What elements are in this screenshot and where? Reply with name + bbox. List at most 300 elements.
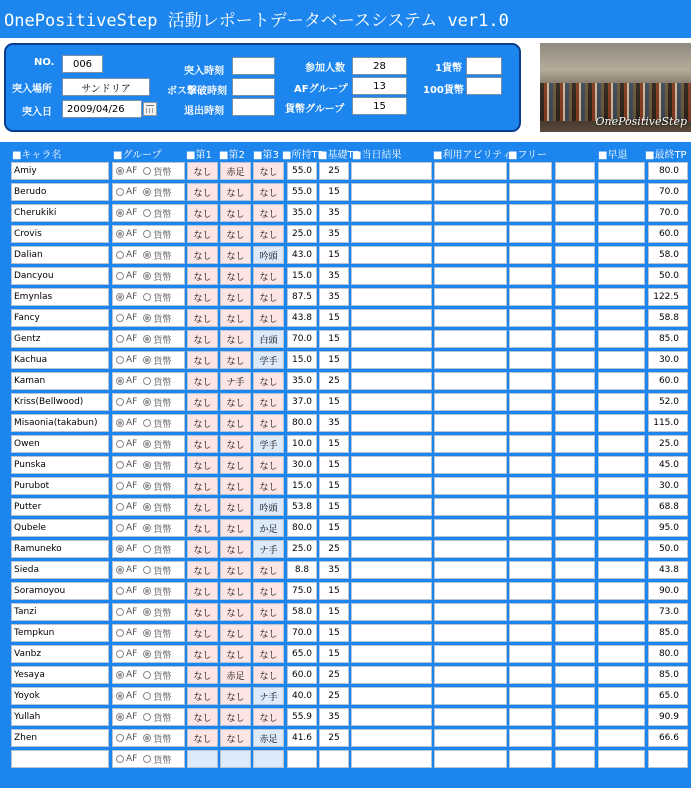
- job1-select[interactable]: なし: [187, 498, 218, 516]
- job3-select[interactable]: なし: [253, 666, 284, 684]
- character-name-field[interactable]: Cherukiki: [11, 204, 109, 222]
- job2-select[interactable]: なし: [220, 729, 251, 747]
- job2-select[interactable]: なし: [220, 435, 251, 453]
- tp-held-field[interactable]: 43.8: [287, 309, 317, 327]
- early-leave-field[interactable]: [598, 708, 645, 726]
- extra-field[interactable]: [555, 645, 595, 663]
- final-tp-field[interactable]: 68.8: [648, 498, 688, 516]
- final-tp-field[interactable]: 60.0: [648, 225, 688, 243]
- extra-field[interactable]: [555, 435, 595, 453]
- af-radio[interactable]: [116, 251, 124, 259]
- coin-radio[interactable]: [143, 566, 151, 574]
- final-tp-field[interactable]: 50.0: [648, 267, 688, 285]
- tp-base-field[interactable]: [319, 750, 349, 768]
- result-field[interactable]: [351, 561, 432, 579]
- final-tp-field[interactable]: 95.0: [648, 519, 688, 537]
- job2-select[interactable]: なし: [220, 708, 251, 726]
- af-radio[interactable]: [116, 461, 124, 469]
- job3-select[interactable]: 学手: [253, 435, 284, 453]
- character-name-field[interactable]: Dalian: [11, 246, 109, 264]
- early-leave-field[interactable]: [598, 414, 645, 432]
- tp-held-field[interactable]: 30.0: [287, 456, 317, 474]
- free-field[interactable]: [509, 582, 552, 600]
- early-leave-field[interactable]: [598, 162, 645, 180]
- ability-field[interactable]: [434, 708, 507, 726]
- result-field[interactable]: [351, 477, 432, 495]
- early-leave-field[interactable]: [598, 351, 645, 369]
- result-field[interactable]: [351, 435, 432, 453]
- free-field[interactable]: [509, 372, 552, 390]
- coin-radio[interactable]: [143, 398, 151, 406]
- exit-time-field[interactable]: [232, 98, 275, 116]
- job3-select[interactable]: [253, 750, 284, 768]
- final-tp-field[interactable]: 80.0: [648, 162, 688, 180]
- free-field[interactable]: [509, 708, 552, 726]
- job1-select[interactable]: なし: [187, 330, 218, 348]
- af-group-field[interactable]: 13: [352, 77, 407, 95]
- character-name-field[interactable]: Qubele: [11, 519, 109, 537]
- free-field[interactable]: [509, 498, 552, 516]
- character-name-field[interactable]: Zhen: [11, 729, 109, 747]
- result-field[interactable]: [351, 498, 432, 516]
- job1-select[interactable]: なし: [187, 645, 218, 663]
- extra-field[interactable]: [555, 393, 595, 411]
- coin-group-field[interactable]: 15: [352, 97, 407, 115]
- job3-select[interactable]: 赤足: [253, 729, 284, 747]
- coin-radio[interactable]: [143, 692, 151, 700]
- coin-radio[interactable]: [143, 629, 151, 637]
- free-field[interactable]: [509, 645, 552, 663]
- coin-radio[interactable]: [143, 188, 151, 196]
- af-radio[interactable]: [116, 419, 124, 427]
- character-name-field[interactable]: Fancy: [11, 309, 109, 327]
- final-tp-field[interactable]: 90.0: [648, 582, 688, 600]
- job1-select[interactable]: なし: [187, 729, 218, 747]
- result-field[interactable]: [351, 246, 432, 264]
- coin-radio[interactable]: [143, 545, 151, 553]
- character-name-field[interactable]: Kriss(Bellwood): [11, 393, 109, 411]
- character-name-field[interactable]: Berudo: [11, 183, 109, 201]
- job2-select[interactable]: なし: [220, 456, 251, 474]
- free-field[interactable]: [509, 456, 552, 474]
- result-field[interactable]: [351, 372, 432, 390]
- job1-select[interactable]: なし: [187, 351, 218, 369]
- af-radio[interactable]: [116, 335, 124, 343]
- coin-radio[interactable]: [143, 356, 151, 364]
- tp-base-field[interactable]: 35: [319, 708, 349, 726]
- job3-select[interactable]: なし: [253, 309, 284, 327]
- free-field[interactable]: [509, 393, 552, 411]
- tp-base-field[interactable]: 15: [319, 456, 349, 474]
- job1-select[interactable]: なし: [187, 246, 218, 264]
- calendar-icon[interactable]: [143, 102, 157, 116]
- job2-select[interactable]: なし: [220, 204, 251, 222]
- job2-select[interactable]: なし: [220, 624, 251, 642]
- job1-select[interactable]: なし: [187, 225, 218, 243]
- job2-select[interactable]: なし: [220, 246, 251, 264]
- result-field[interactable]: [351, 267, 432, 285]
- job3-select[interactable]: なし: [253, 708, 284, 726]
- coin-radio[interactable]: [143, 377, 151, 385]
- early-leave-field[interactable]: [598, 498, 645, 516]
- character-name-field[interactable]: Punska: [11, 456, 109, 474]
- ability-field[interactable]: [434, 393, 507, 411]
- free-field[interactable]: [509, 246, 552, 264]
- free-field[interactable]: [509, 750, 552, 768]
- job1-select[interactable]: なし: [187, 582, 218, 600]
- job3-select[interactable]: なし: [253, 477, 284, 495]
- result-field[interactable]: [351, 750, 432, 768]
- free-field[interactable]: [509, 414, 552, 432]
- free-field[interactable]: [509, 330, 552, 348]
- af-radio[interactable]: [116, 482, 124, 490]
- early-leave-field[interactable]: [598, 540, 645, 558]
- character-name-field[interactable]: Ramuneko: [11, 540, 109, 558]
- early-leave-field[interactable]: [598, 372, 645, 390]
- tp-held-field[interactable]: 40.0: [287, 687, 317, 705]
- early-leave-field[interactable]: [598, 456, 645, 474]
- job3-select[interactable]: なし: [253, 162, 284, 180]
- job1-select[interactable]: なし: [187, 183, 218, 201]
- tp-base-field[interactable]: 35: [319, 561, 349, 579]
- tp-held-field[interactable]: 55.0: [287, 183, 317, 201]
- character-name-field[interactable]: Tempkun: [11, 624, 109, 642]
- job2-select[interactable]: 赤足: [220, 666, 251, 684]
- job1-select[interactable]: なし: [187, 204, 218, 222]
- coin-radio[interactable]: [143, 608, 151, 616]
- ability-field[interactable]: [434, 435, 507, 453]
- tp-base-field[interactable]: 35: [319, 414, 349, 432]
- job3-select[interactable]: なし: [253, 267, 284, 285]
- coin-radio[interactable]: [143, 335, 151, 343]
- tp-base-field[interactable]: 25: [319, 729, 349, 747]
- af-radio[interactable]: [116, 545, 124, 553]
- job1-select[interactable]: なし: [187, 435, 218, 453]
- character-name-field[interactable]: Amiy: [11, 162, 109, 180]
- early-leave-field[interactable]: [598, 561, 645, 579]
- tp-base-field[interactable]: 15: [319, 645, 349, 663]
- final-tp-field[interactable]: 52.0: [648, 393, 688, 411]
- job2-select[interactable]: 赤足: [220, 162, 251, 180]
- extra-field[interactable]: [555, 561, 595, 579]
- tp-base-field[interactable]: 15: [319, 624, 349, 642]
- character-name-field[interactable]: Crovis: [11, 225, 109, 243]
- free-field[interactable]: [509, 687, 552, 705]
- early-leave-field[interactable]: [598, 225, 645, 243]
- final-tp-field[interactable]: 85.0: [648, 666, 688, 684]
- job2-select[interactable]: なし: [220, 645, 251, 663]
- character-name-field[interactable]: Gentz: [11, 330, 109, 348]
- job3-select[interactable]: なし: [253, 393, 284, 411]
- result-field[interactable]: [351, 225, 432, 243]
- af-radio[interactable]: [116, 587, 124, 595]
- character-name-field[interactable]: Kaman: [11, 372, 109, 390]
- character-name-field[interactable]: Vanbz: [11, 645, 109, 663]
- ability-field[interactable]: [434, 246, 507, 264]
- coin100-field[interactable]: [466, 77, 502, 95]
- job3-select[interactable]: 学手: [253, 351, 284, 369]
- job3-select[interactable]: なし: [253, 414, 284, 432]
- coin-radio[interactable]: [143, 230, 151, 238]
- extra-field[interactable]: [555, 162, 595, 180]
- af-radio[interactable]: [116, 356, 124, 364]
- job2-select[interactable]: なし: [220, 477, 251, 495]
- extra-field[interactable]: [555, 750, 595, 768]
- job3-select[interactable]: ナ手: [253, 540, 284, 558]
- extra-field[interactable]: [555, 204, 595, 222]
- job2-select[interactable]: なし: [220, 183, 251, 201]
- job2-select[interactable]: なし: [220, 330, 251, 348]
- coin-radio[interactable]: [143, 251, 151, 259]
- result-field[interactable]: [351, 540, 432, 558]
- entry-time-field[interactable]: [232, 57, 275, 75]
- af-radio[interactable]: [116, 566, 124, 574]
- tp-base-field[interactable]: 15: [319, 309, 349, 327]
- final-tp-field[interactable]: 70.0: [648, 183, 688, 201]
- tp-held-field[interactable]: 10.0: [287, 435, 317, 453]
- job2-select[interactable]: なし: [220, 393, 251, 411]
- result-field[interactable]: [351, 414, 432, 432]
- ability-field[interactable]: [434, 750, 507, 768]
- final-tp-field[interactable]: [648, 750, 688, 768]
- free-field[interactable]: [509, 225, 552, 243]
- free-field[interactable]: [509, 204, 552, 222]
- ability-field[interactable]: [434, 687, 507, 705]
- tp-held-field[interactable]: 70.0: [287, 624, 317, 642]
- extra-field[interactable]: [555, 519, 595, 537]
- final-tp-field[interactable]: 65.0: [648, 687, 688, 705]
- extra-field[interactable]: [555, 351, 595, 369]
- tp-base-field[interactable]: 25: [319, 540, 349, 558]
- coin-radio[interactable]: [143, 524, 151, 532]
- early-leave-field[interactable]: [598, 666, 645, 684]
- af-radio[interactable]: [116, 314, 124, 322]
- early-leave-field[interactable]: [598, 267, 645, 285]
- free-field[interactable]: [509, 561, 552, 579]
- tp-base-field[interactable]: 15: [319, 351, 349, 369]
- free-field[interactable]: [509, 540, 552, 558]
- tp-base-field[interactable]: 15: [319, 330, 349, 348]
- coin-radio[interactable]: [143, 755, 151, 763]
- final-tp-field[interactable]: 43.8: [648, 561, 688, 579]
- character-name-field[interactable]: Putter: [11, 498, 109, 516]
- result-field[interactable]: [351, 666, 432, 684]
- tp-held-field[interactable]: 87.5: [287, 288, 317, 306]
- early-leave-field[interactable]: [598, 624, 645, 642]
- job1-select[interactable]: なし: [187, 561, 218, 579]
- tp-base-field[interactable]: 15: [319, 246, 349, 264]
- job1-select[interactable]: なし: [187, 708, 218, 726]
- final-tp-field[interactable]: 90.9: [648, 708, 688, 726]
- job2-select[interactable]: なし: [220, 225, 251, 243]
- af-radio[interactable]: [116, 398, 124, 406]
- early-leave-field[interactable]: [598, 288, 645, 306]
- af-radio[interactable]: [116, 209, 124, 217]
- tp-held-field[interactable]: 15.0: [287, 351, 317, 369]
- character-name-field[interactable]: Dancyou: [11, 267, 109, 285]
- tp-held-field[interactable]: 65.0: [287, 645, 317, 663]
- af-radio[interactable]: [116, 734, 124, 742]
- extra-field[interactable]: [555, 246, 595, 264]
- early-leave-field[interactable]: [598, 204, 645, 222]
- early-leave-field[interactable]: [598, 729, 645, 747]
- job1-select[interactable]: [187, 750, 218, 768]
- job2-select[interactable]: なし: [220, 540, 251, 558]
- coin1-field[interactable]: [466, 57, 502, 75]
- job3-select[interactable]: なし: [253, 183, 284, 201]
- early-leave-field[interactable]: [598, 477, 645, 495]
- job3-select[interactable]: なし: [253, 456, 284, 474]
- result-field[interactable]: [351, 288, 432, 306]
- tp-held-field[interactable]: 8.8: [287, 561, 317, 579]
- character-name-field[interactable]: [11, 750, 109, 768]
- participants-field[interactable]: 28: [352, 57, 407, 75]
- tp-base-field[interactable]: 15: [319, 603, 349, 621]
- ability-field[interactable]: [434, 519, 507, 537]
- free-field[interactable]: [509, 519, 552, 537]
- no-field[interactable]: 006: [62, 55, 103, 73]
- job1-select[interactable]: なし: [187, 309, 218, 327]
- tp-base-field[interactable]: 15: [319, 435, 349, 453]
- job1-select[interactable]: なし: [187, 393, 218, 411]
- tp-held-field[interactable]: 70.0: [287, 330, 317, 348]
- result-field[interactable]: [351, 162, 432, 180]
- tp-held-field[interactable]: 15.0: [287, 477, 317, 495]
- ability-field[interactable]: [434, 540, 507, 558]
- final-tp-field[interactable]: 80.0: [648, 645, 688, 663]
- free-field[interactable]: [509, 624, 552, 642]
- job1-select[interactable]: なし: [187, 603, 218, 621]
- coin-radio[interactable]: [143, 650, 151, 658]
- extra-field[interactable]: [555, 330, 595, 348]
- tp-held-field[interactable]: 55.0: [287, 162, 317, 180]
- free-field[interactable]: [509, 309, 552, 327]
- tp-base-field[interactable]: 15: [319, 183, 349, 201]
- result-field[interactable]: [351, 393, 432, 411]
- coin-radio[interactable]: [143, 419, 151, 427]
- ability-field[interactable]: [434, 351, 507, 369]
- result-field[interactable]: [351, 351, 432, 369]
- af-radio[interactable]: [116, 377, 124, 385]
- tp-held-field[interactable]: 37.0: [287, 393, 317, 411]
- af-radio[interactable]: [116, 608, 124, 616]
- free-field[interactable]: [509, 162, 552, 180]
- tp-held-field[interactable]: 25.0: [287, 225, 317, 243]
- extra-field[interactable]: [555, 666, 595, 684]
- job3-select[interactable]: か足: [253, 519, 284, 537]
- tp-base-field[interactable]: 35: [319, 204, 349, 222]
- job1-select[interactable]: なし: [187, 477, 218, 495]
- result-field[interactable]: [351, 582, 432, 600]
- tp-held-field[interactable]: 53.8: [287, 498, 317, 516]
- early-leave-field[interactable]: [598, 246, 645, 264]
- job2-select[interactable]: なし: [220, 288, 251, 306]
- ability-field[interactable]: [434, 561, 507, 579]
- job2-select[interactable]: なし: [220, 414, 251, 432]
- extra-field[interactable]: [555, 687, 595, 705]
- ability-field[interactable]: [434, 309, 507, 327]
- job3-select[interactable]: なし: [253, 624, 284, 642]
- character-name-field[interactable]: Tanzi: [11, 603, 109, 621]
- af-radio[interactable]: [116, 188, 124, 196]
- extra-field[interactable]: [555, 498, 595, 516]
- early-leave-field[interactable]: [598, 393, 645, 411]
- early-leave-field[interactable]: [598, 435, 645, 453]
- tp-held-field[interactable]: 35.0: [287, 204, 317, 222]
- ability-field[interactable]: [434, 288, 507, 306]
- final-tp-field[interactable]: 70.0: [648, 204, 688, 222]
- tp-held-field[interactable]: 58.0: [287, 603, 317, 621]
- job1-select[interactable]: なし: [187, 666, 218, 684]
- character-name-field[interactable]: Yoyok: [11, 687, 109, 705]
- coin-radio[interactable]: [143, 272, 151, 280]
- extra-field[interactable]: [555, 708, 595, 726]
- coin-radio[interactable]: [143, 671, 151, 679]
- character-name-field[interactable]: Purubot: [11, 477, 109, 495]
- free-field[interactable]: [509, 729, 552, 747]
- af-radio[interactable]: [116, 503, 124, 511]
- final-tp-field[interactable]: 122.5: [648, 288, 688, 306]
- result-field[interactable]: [351, 603, 432, 621]
- free-field[interactable]: [509, 603, 552, 621]
- coin-radio[interactable]: [143, 167, 151, 175]
- extra-field[interactable]: [555, 624, 595, 642]
- job1-select[interactable]: なし: [187, 624, 218, 642]
- final-tp-field[interactable]: 58.0: [648, 246, 688, 264]
- af-radio[interactable]: [116, 167, 124, 175]
- result-field[interactable]: [351, 624, 432, 642]
- af-radio[interactable]: [116, 650, 124, 658]
- job1-select[interactable]: なし: [187, 540, 218, 558]
- result-field[interactable]: [351, 183, 432, 201]
- free-field[interactable]: [509, 288, 552, 306]
- final-tp-field[interactable]: 60.0: [648, 372, 688, 390]
- ability-field[interactable]: [434, 603, 507, 621]
- ability-field[interactable]: [434, 666, 507, 684]
- job3-select[interactable]: なし: [253, 582, 284, 600]
- result-field[interactable]: [351, 729, 432, 747]
- result-field[interactable]: [351, 645, 432, 663]
- coin-radio[interactable]: [143, 209, 151, 217]
- coin-radio[interactable]: [143, 314, 151, 322]
- extra-field[interactable]: [555, 456, 595, 474]
- ability-field[interactable]: [434, 267, 507, 285]
- job3-select[interactable]: なし: [253, 645, 284, 663]
- tp-base-field[interactable]: 35: [319, 225, 349, 243]
- ability-field[interactable]: [434, 477, 507, 495]
- extra-field[interactable]: [555, 183, 595, 201]
- early-leave-field[interactable]: [598, 687, 645, 705]
- extra-field[interactable]: [555, 582, 595, 600]
- job2-select[interactable]: なし: [220, 603, 251, 621]
- job1-select[interactable]: なし: [187, 414, 218, 432]
- job3-select[interactable]: 吟頭: [253, 246, 284, 264]
- af-radio[interactable]: [116, 293, 124, 301]
- coin-radio[interactable]: [143, 440, 151, 448]
- coin-radio[interactable]: [143, 587, 151, 595]
- job3-select[interactable]: なし: [253, 225, 284, 243]
- date-field[interactable]: 2009/04/26: [62, 100, 142, 118]
- extra-field[interactable]: [555, 414, 595, 432]
- job3-select[interactable]: なし: [253, 288, 284, 306]
- job3-select[interactable]: 白頭: [253, 330, 284, 348]
- character-name-field[interactable]: Soramoyou: [11, 582, 109, 600]
- tp-held-field[interactable]: 41.6: [287, 729, 317, 747]
- af-radio[interactable]: [116, 440, 124, 448]
- extra-field[interactable]: [555, 540, 595, 558]
- ability-field[interactable]: [434, 204, 507, 222]
- job3-select[interactable]: なし: [253, 561, 284, 579]
